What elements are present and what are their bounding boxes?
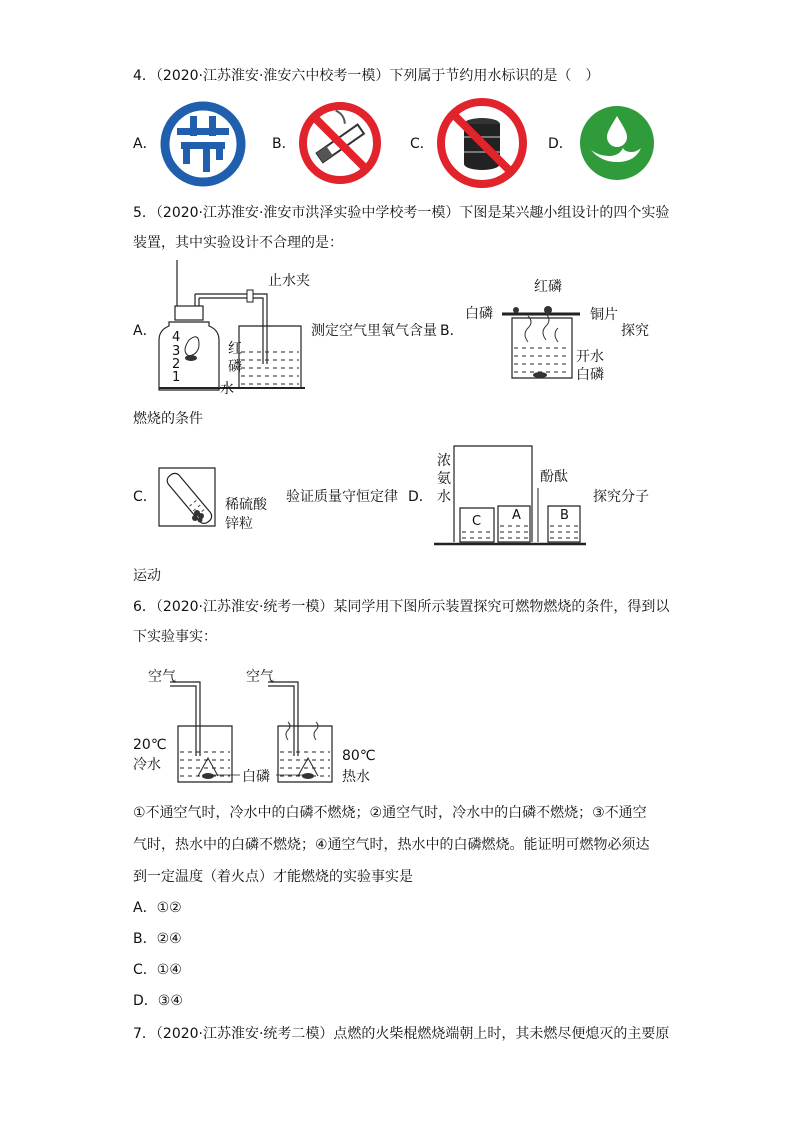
white-p-bottom-label: 白磷 (576, 367, 604, 383)
q6-stem-line1: 6．（2020·江苏淮安·统考一模）某同学用下图所示装置探究可燃物燃烧的条件，得到以 (133, 599, 670, 615)
scale-mark-2: 2 (172, 357, 181, 372)
acid-label: 稀硫酸 (225, 497, 267, 513)
q5-stem-line2: 装置，其中实验设计不合理的是： (133, 235, 343, 251)
boiling-water-label: 开水 (576, 349, 604, 365)
scale-mark-3: 3 (172, 344, 181, 359)
molecule-motion-apparatus (430, 440, 590, 550)
cup-b-label: B (560, 508, 569, 523)
q7-stem: 7．（2020·江苏淮安·统考二模）点燃的火柴棍燃烧端朝上时，其未燃尽便熄灭的主要原 (133, 1026, 670, 1042)
clamp-label: 止水夹 (268, 273, 310, 289)
q4-option-c-label: C． (410, 136, 434, 152)
phenolphthalein-label: 酚酞 (540, 469, 568, 485)
copper-label: 铜片 (590, 307, 618, 323)
hot-water-label: 热水 (342, 769, 370, 785)
q5-d-desc: 探究分子 (593, 489, 649, 505)
q4-option-b-label: B． (272, 136, 296, 152)
cup-a-label: A (512, 508, 521, 523)
q5-a-label: A． (133, 323, 157, 339)
q5-b-desc: 探究 (621, 323, 649, 339)
q5-c-label: C． (133, 489, 157, 505)
q5-a-desc: 测定空气里氧气含量 (311, 323, 437, 339)
zinc-label: 锌粒 (225, 516, 253, 532)
scale-mark-1: 1 (172, 370, 181, 385)
air-label-left: 空气 (148, 669, 176, 685)
cup-c-label: C (472, 514, 482, 529)
red-p-label-b: 红磷 (534, 279, 562, 295)
q6-facts-line1: ①不通空气时，冷水中的白磷不燃烧；②通空气时，冷水中的白磷不燃烧；③不通空 (133, 805, 647, 821)
cold-water-label: 冷水 (133, 757, 161, 773)
q6-option-b[interactable]: B．②④ (133, 931, 182, 947)
q5-d-label: D． (408, 489, 433, 505)
white-p-top-label: 白磷 (465, 306, 493, 322)
q6-facts-line3: 到一定温度（着火点）才能燃烧的实验事实是 (133, 869, 413, 885)
q4-option-d-label: D． (548, 136, 573, 152)
water-label-a: 水 (220, 381, 234, 397)
white-p-label-q6: 白磷 (242, 769, 270, 785)
ammonia-label: 浓 氨 水 (437, 453, 451, 505)
red-phosphorus-label: 红 磷 (228, 341, 242, 375)
temp-right-label: 80℃ (342, 748, 376, 764)
q5-c-desc: 验证质量守恒定律 (286, 489, 398, 505)
q6-facts-line2: 气时，热水中的白磷不燃烧；④通空气时，热水中的白磷燃烧。能证明可燃物必须达 (133, 837, 650, 853)
q4-stem: 4．（2020·江苏淮安·淮安六中校考一模）下列属于节约用水标识的是（ ） (133, 68, 600, 84)
q6-stem-line2: 下实验事实： (133, 629, 217, 645)
water-saving-icon (578, 104, 656, 182)
q4-option-a-label: A． (133, 136, 157, 152)
ring-logo-icon (161, 102, 245, 186)
mass-conservation-apparatus (155, 462, 227, 534)
scale-mark-4: 4 (172, 330, 181, 345)
no-oil-drum-icon (436, 97, 528, 189)
q5-b-desc-cont: 燃烧的条件 (133, 411, 203, 427)
air-label-right: 空气 (246, 669, 274, 685)
combustion-apparatus (498, 290, 588, 385)
q5-stem-line1: 5．（2020·江苏淮安·淮安市洪泽实验中学校考一模）下图是某兴趣小组设计的四个实验 (133, 205, 670, 221)
q6-option-a[interactable]: A．①② (133, 900, 182, 916)
no-smoking-icon (297, 100, 383, 186)
q5-d-desc-cont: 运动 (133, 568, 161, 584)
q5-b-label: B． (440, 323, 464, 339)
q6-option-d[interactable]: D．③④ (133, 993, 183, 1009)
q6-option-c[interactable]: C．①④ (133, 962, 182, 978)
temp-left-label: 20℃ (133, 737, 167, 753)
